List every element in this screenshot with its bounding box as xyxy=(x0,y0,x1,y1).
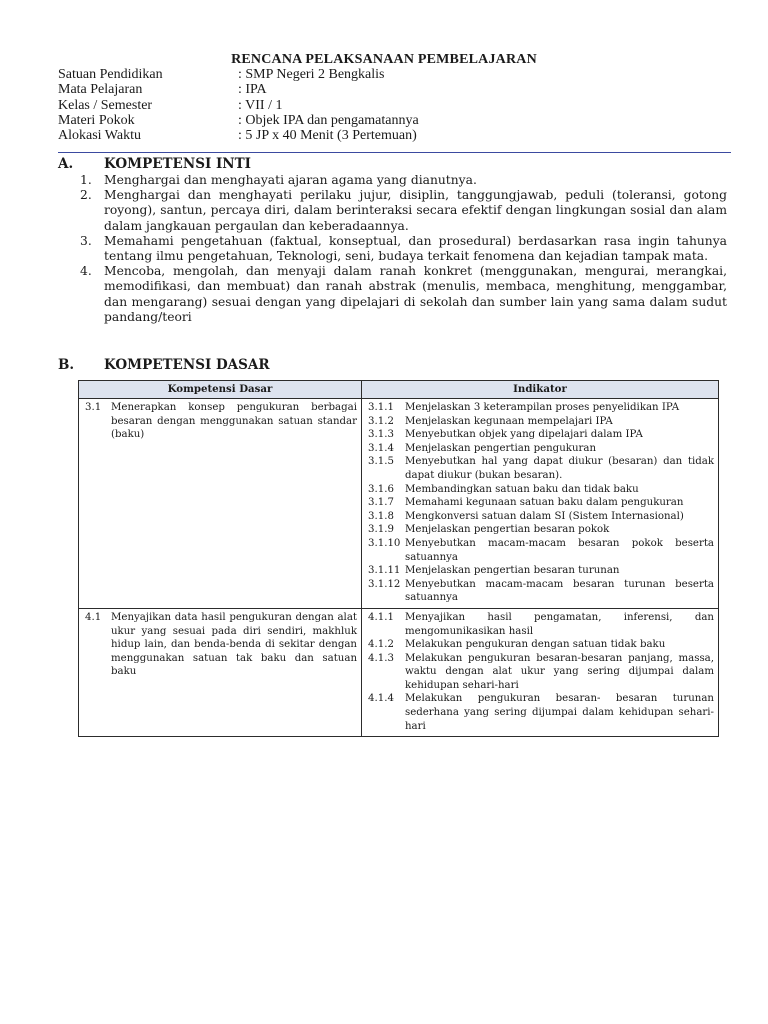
table-row xyxy=(79,399,719,609)
kd-number: 3.1 xyxy=(85,402,102,413)
section-letter: A. xyxy=(58,156,74,172)
meta-row-mapel xyxy=(58,82,419,97)
indikator-item xyxy=(368,611,714,638)
indikator-number: 3.1.12 xyxy=(368,578,401,590)
indikator-text: Mengkonversi satuan dalam SI (Sistem Internasional) xyxy=(405,510,684,522)
indikator-item xyxy=(368,578,714,605)
item-number: 1. xyxy=(80,173,92,187)
meta-label: Satuan Pendidikan xyxy=(58,67,163,82)
kd-text: Menerapkan konsep pengukuran berbagai besaran dengan menggunakan satuan standar (baku) xyxy=(111,402,357,441)
kd-text: Menyajikan data hasil pengukuran dengan alat ukur yang sesuai pada diri sendiri, makhluk hidup lain, dan benda-benda di sekitar dengan menggunakan satuan tak baku dan satuan baku xyxy=(111,611,357,678)
indikator-item xyxy=(368,692,714,733)
indikator-number: 3.1.10 xyxy=(368,537,401,549)
meta-label: Alokasi Waktu xyxy=(58,128,141,144)
indikator-text: Melakukan pengukuran dengan satuan tidak baku xyxy=(405,639,666,651)
indikator-text: Menjelaskan pengertian besaran pokok xyxy=(405,524,610,536)
indikator-text: Menjelaskan 3 keterampilan proses penyelidikan IPA xyxy=(405,402,680,413)
indikator-item xyxy=(368,537,714,564)
meta-row-kelas xyxy=(58,98,419,113)
indikator-text: Melakukan pengukuran besaran- besaran turunan sederhana yang sering dijumpai dalam kehidupan sehari-hari xyxy=(405,693,714,732)
meta-value: : IPA xyxy=(238,82,267,98)
indikator-text: Menyebutkan macam-macam besaran pokok beserta satuannya xyxy=(405,537,714,563)
indikator-item xyxy=(368,455,714,482)
indikator-text: Menyajikan hasil pengamatan, inferensi, dan mengomunikasikan hasil xyxy=(405,611,714,637)
list-item xyxy=(80,173,727,188)
indikator-item xyxy=(368,401,714,415)
indikator-number: 3.1.6 xyxy=(368,483,394,495)
kd-cell xyxy=(79,608,362,736)
indikator-item xyxy=(368,510,714,524)
kompetensi-dasar-table xyxy=(78,380,719,737)
table-header-row xyxy=(79,381,719,399)
indikator-text: Menyebutkan macam-macam besaran turunan beserta satuannya xyxy=(405,578,714,604)
meta-value: : SMP Negeri 2 Bengkalis xyxy=(238,67,385,82)
section-title: KOMPETENSI DASAR xyxy=(104,357,270,373)
item-text: Menghargai dan menghayati ajaran agama yang dianutnya. xyxy=(104,173,477,187)
document-title: RENCANA PELAKSANAAN PEMBELAJARAN xyxy=(231,52,537,67)
item-number: 2. xyxy=(80,188,92,203)
indikator-number: 3.1.1 xyxy=(368,402,394,413)
indikator-number: 4.1.4 xyxy=(368,693,394,705)
meta-label: Materi Pokok xyxy=(58,112,135,128)
meta-value: : Objek IPA dan pengamatannya xyxy=(238,112,419,128)
item-text: Menghargai dan menghayati perilaku jujur, disiplin, tanggungjawab, peduli (toleransi, gotong royong), santun, percaya diri, dalam berinteraksi secara efektif dengan lingkungan sosial dan alam dalam jangkauan pergaulan dan keberadaannya. xyxy=(104,188,727,233)
meta-row-satuan xyxy=(58,67,419,82)
meta-label: Kelas / Semester xyxy=(58,97,153,113)
indikator-item xyxy=(368,442,714,456)
identity-block xyxy=(58,67,419,143)
section-letter: B. xyxy=(58,357,75,373)
indikator-item xyxy=(368,483,714,497)
indikator-item xyxy=(368,652,714,693)
indikator-text: Membandingkan satuan baku dan tidak baku xyxy=(405,483,639,495)
indikator-text: Menjelaskan kegunaan mempelajari IPA xyxy=(405,415,613,427)
indikator-text: Menyebutkan objek yang dipelajari dalam IPA xyxy=(405,429,643,441)
indikator-number: 3.1.4 xyxy=(368,442,394,454)
indikator-item xyxy=(368,523,714,537)
indikator-number: 3.1.5 xyxy=(368,456,394,468)
meta-row-alokasi xyxy=(58,128,419,143)
item-text: Memahami pengetahuan (faktual, konseptual, dan prosedural) berdasarkan rasa ingin tahunya tentang ilmu pengetahuan, Teknologi, seni, budaya terkait fenomena dan kejadian tampak mata. xyxy=(104,233,727,264)
indikator-text: Menjelaskan pengertian besaran turunan xyxy=(405,565,620,577)
indikator-item xyxy=(368,564,714,578)
indikator-number: 4.1.1 xyxy=(368,611,394,623)
indikator-cell xyxy=(362,399,719,609)
indikator-number: 3.1.11 xyxy=(368,565,401,577)
meta-value: : 5 JP x 40 Menit (3 Pertemuan) xyxy=(238,128,417,144)
indikator-number: 4.1.3 xyxy=(368,652,394,664)
item-text: Mencoba, mengolah, dan menyaji dalam ranah konkret (menggunakan, mengurai, merangkai, memodifikasi, dan membuat) dan ranah abstrak (menulis, membaca, menghitung, menggambar, dan mengarang) sesuai dengan yang dipelajari di sekolah dan sumber lain yang sama dalam sudut pandang/teori xyxy=(104,264,727,324)
indikator-item xyxy=(368,496,714,510)
kd-number: 4.1 xyxy=(85,611,102,623)
indikator-number: 4.1.2 xyxy=(368,639,394,651)
section-title: KOMPETENSI INTI xyxy=(104,156,251,172)
header-divider xyxy=(58,152,731,153)
list-item xyxy=(80,264,727,325)
indikator-text: Menjelaskan pengertian pengukuran xyxy=(405,442,597,454)
list-item xyxy=(80,234,727,264)
indikator-number: 3.1.8 xyxy=(368,510,394,522)
item-number: 3. xyxy=(80,233,92,248)
indikator-text: Menyebutkan hal yang dapat diukur (besaran) dan tidak dapat diukur (bukan besaran). xyxy=(405,456,714,481)
indikator-item xyxy=(368,415,714,429)
list-item xyxy=(80,188,727,234)
indikator-number: 3.1.3 xyxy=(368,429,394,441)
indikator-number: 3.1.9 xyxy=(368,524,394,536)
column-header-indikator: Indikator xyxy=(362,381,719,399)
meta-label: Mata Pelajaran xyxy=(58,82,143,98)
indikator-text: Memahami kegunaan satuan baku dalam pengukuran xyxy=(405,497,684,509)
indikator-number: 3.1.7 xyxy=(368,497,394,509)
meta-value: : VII / 1 xyxy=(238,97,283,113)
kompetensi-inti-list xyxy=(80,173,727,325)
kd-cell xyxy=(79,399,362,609)
indikator-text: Melakukan pengukuran besaran-besaran panjang, massa, waktu dengan alat ukur yang sering dijumpai dalam kehidupan sehari-hari xyxy=(405,652,714,691)
indikator-item xyxy=(368,638,714,652)
table-row xyxy=(79,608,719,736)
indikator-cell xyxy=(362,608,719,736)
column-header-kd: Kompetensi Dasar xyxy=(79,381,362,399)
indikator-item xyxy=(368,428,714,442)
indikator-number: 3.1.2 xyxy=(368,415,394,427)
meta-row-materi xyxy=(58,113,419,128)
item-number: 4. xyxy=(80,264,92,279)
